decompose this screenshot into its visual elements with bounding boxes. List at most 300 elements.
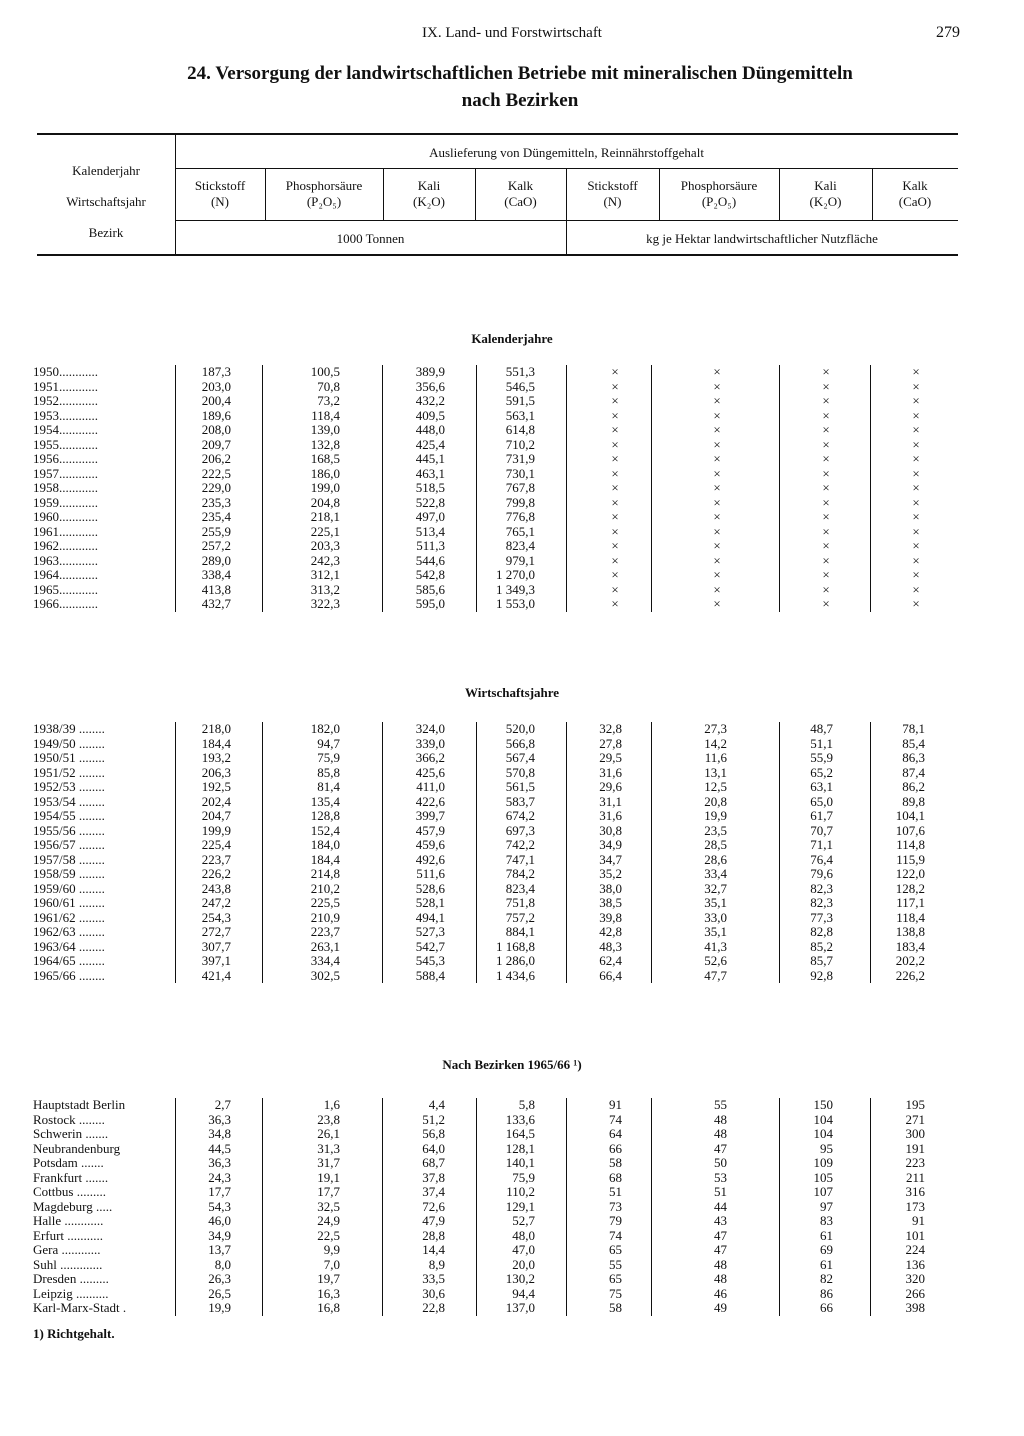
table-cell: 28,8 <box>422 1227 445 1243</box>
table-cell: 320 <box>905 1271 925 1286</box>
table-cell: 206,3 <box>201 764 231 780</box>
row-label: Dresden ......... <box>33 1271 109 1286</box>
table-cell: 551,3 <box>505 364 535 379</box>
table-cell: 16,8 <box>317 1300 340 1315</box>
column-divider <box>566 722 567 983</box>
table-cell: 39,8 <box>599 909 622 925</box>
table-cell: 122,0 <box>895 866 925 881</box>
table-cell: 254,3 <box>201 909 231 925</box>
row-label: Magdeburg ..... <box>33 1198 113 1214</box>
table-cell: 150 <box>813 1097 833 1112</box>
column-divider <box>476 722 477 983</box>
table-cell: 52,6 <box>704 953 727 968</box>
not-applicable-mark: × <box>912 567 920 582</box>
table-cell: 799,8 <box>505 494 535 510</box>
table-cell: 208,0 <box>201 422 231 437</box>
table-cell: 47 <box>714 1227 727 1243</box>
table-cell: 674,2 <box>505 808 535 823</box>
column-header <box>475 178 566 210</box>
table-cell: 366,2 <box>415 750 445 765</box>
table-cell: 48 <box>714 1126 727 1141</box>
table-cell: 55,9 <box>810 750 833 765</box>
table-cell: 191 <box>905 1140 925 1156</box>
not-applicable-mark: × <box>912 465 920 481</box>
column-header-name: Phosphorsäure <box>680 178 758 193</box>
column-header <box>659 178 779 210</box>
table-cell: 73,2 <box>317 393 340 408</box>
table-cell: 243,8 <box>201 880 231 896</box>
table-cell: 544,6 <box>415 552 445 568</box>
not-applicable-mark: × <box>912 538 920 553</box>
table-cell: 72,6 <box>422 1198 445 1214</box>
table-cell: 11,6 <box>704 750 727 765</box>
table-cell: 511,6 <box>416 866 445 881</box>
table-cell: 75 <box>609 1285 622 1301</box>
not-applicable-mark: × <box>912 407 920 423</box>
table-cell: 42,8 <box>599 924 622 939</box>
column-header-formula: (K₂O) <box>413 194 445 209</box>
not-applicable-mark: × <box>611 393 619 408</box>
not-applicable-mark: × <box>822 480 830 495</box>
not-applicable-mark: × <box>713 393 721 408</box>
column-divider <box>175 1098 176 1316</box>
table-cell: 77,3 <box>810 909 833 925</box>
not-applicable-mark: × <box>611 538 619 553</box>
table-cell: 184,4 <box>201 735 231 751</box>
stub-label-wirtschaftsjahr: Wirtschaftsjahr <box>66 194 146 209</box>
not-applicable-mark: × <box>611 465 619 481</box>
table-cell: 52,7 <box>512 1213 535 1228</box>
not-applicable-mark: × <box>713 364 721 379</box>
not-applicable-mark: × <box>912 480 920 495</box>
not-applicable-mark: × <box>611 596 619 611</box>
table-cell: 81,4 <box>317 779 340 794</box>
table-cell: 17,7 <box>208 1184 231 1199</box>
table-cell: 545,3 <box>415 953 445 968</box>
not-applicable-mark: × <box>713 422 721 437</box>
row-label: Schwerin ....... <box>33 1126 109 1141</box>
table-cell: 164,5 <box>505 1126 535 1141</box>
table-cell: 128,2 <box>895 880 925 896</box>
footnote: 1) Richtgehalt. <box>33 1326 115 1341</box>
table-cell: 202,2 <box>895 953 925 968</box>
column-header <box>383 178 475 210</box>
table-cell: 222,5 <box>201 465 231 481</box>
column-divider <box>870 1098 871 1316</box>
table-cell: 399,7 <box>415 808 445 823</box>
column-header-formula: (CaO) <box>504 194 537 209</box>
column-header-name: Kalk <box>902 178 928 193</box>
table-cell: 46,0 <box>208 1213 231 1228</box>
column-header-name: Kali <box>814 178 837 193</box>
table-cell: 24,3 <box>208 1169 231 1185</box>
table-cell: 324,0 <box>415 721 445 736</box>
table-cell: 823,4 <box>505 880 535 896</box>
not-applicable-mark: × <box>713 480 721 495</box>
table-cell: 421,4 <box>201 967 231 983</box>
table-cell: 1 270,0 <box>496 567 535 582</box>
not-applicable-mark: × <box>912 581 920 597</box>
not-applicable-mark: × <box>912 422 920 437</box>
table-cell: 114,8 <box>896 837 925 852</box>
table-cell: 235,3 <box>201 494 231 510</box>
table-cell: 85,8 <box>317 764 340 780</box>
row-label: 1963............ <box>33 552 98 568</box>
column-header <box>566 178 659 210</box>
column-header-name: Stickstoff <box>587 178 638 193</box>
table-cell: 65 <box>609 1271 622 1286</box>
table-cell: 1,6 <box>323 1097 340 1112</box>
table-cell: 730,1 <box>505 465 535 481</box>
row-label: 1959/60 ........ <box>33 880 105 896</box>
table-cell: 184,0 <box>310 837 340 852</box>
table-cell: 75,9 <box>317 750 340 765</box>
table-cell: 85,7 <box>810 953 833 968</box>
row-label: Karl-Marx-Stadt . <box>33 1300 127 1315</box>
table-cell: 522,8 <box>415 494 445 510</box>
table-cell: 24,9 <box>317 1213 340 1228</box>
table-cell: 34,9 <box>208 1227 231 1243</box>
table-cell: 47 <box>714 1242 727 1257</box>
table-cell: 199,9 <box>201 822 231 838</box>
table-cell: 51 <box>609 1184 622 1199</box>
column-divider <box>265 168 266 220</box>
table-cell: 26,5 <box>208 1285 231 1301</box>
table-cell: 55 <box>714 1097 727 1112</box>
table-cell: 139,0 <box>310 422 340 437</box>
table-cell: 23,8 <box>317 1111 340 1127</box>
table-cell: 35,1 <box>704 895 727 910</box>
table-cell: 110,2 <box>506 1184 535 1199</box>
row-label: 1957/58 ........ <box>33 851 105 867</box>
table-cell: 26,3 <box>208 1271 231 1286</box>
table-cell: 192,5 <box>201 779 231 794</box>
row-label: 1951............ <box>33 378 98 394</box>
table-cell: 747,1 <box>505 851 535 867</box>
table-cell: 566,8 <box>505 735 535 751</box>
table-cell: 784,2 <box>505 866 535 881</box>
table-cell: 257,2 <box>201 538 231 553</box>
row-label: 1965/66 ........ <box>33 967 105 983</box>
not-applicable-mark: × <box>912 494 920 510</box>
column-divider <box>779 365 780 612</box>
table-cell: 75,9 <box>512 1169 535 1185</box>
table-cell: 135,4 <box>310 793 340 809</box>
table-cell: 226,2 <box>895 967 925 983</box>
table-cell: 29,5 <box>599 750 622 765</box>
not-applicable-mark: × <box>611 480 619 495</box>
table-cell: 58 <box>609 1155 622 1170</box>
table-cell: 173 <box>905 1198 925 1214</box>
not-applicable-mark: × <box>611 407 619 423</box>
table-cell: 104 <box>813 1126 833 1141</box>
table-cell: 776,8 <box>505 509 535 524</box>
table-cell: 34,7 <box>599 851 622 867</box>
table-cell: 94,7 <box>317 735 340 751</box>
not-applicable-mark: × <box>822 538 830 553</box>
row-label: Erfurt ........... <box>33 1227 104 1243</box>
row-label: 1951/52 ........ <box>33 764 105 780</box>
not-applicable-mark: × <box>713 552 721 568</box>
table-cell: 316 <box>905 1184 925 1199</box>
table-cell: 53 <box>714 1169 727 1185</box>
table-cell: 19,1 <box>317 1169 340 1185</box>
table-cell: 27,3 <box>704 721 727 736</box>
row-label: Leipzig .......... <box>33 1285 109 1301</box>
row-label: Frankfurt ....... <box>33 1169 109 1185</box>
row-label: Neubrandenburg <box>33 1140 121 1156</box>
table-cell: 184,4 <box>310 851 340 867</box>
table-cell: 389,9 <box>415 364 445 379</box>
table-cell: 118,4 <box>311 407 340 423</box>
column-header-name: Kali <box>417 178 441 193</box>
column-divider <box>476 1098 477 1316</box>
table-cell: 128,1 <box>505 1140 535 1156</box>
table-cell: 193,2 <box>201 750 231 765</box>
table-cell: 64,0 <box>422 1140 445 1156</box>
table-cell: 186,0 <box>310 465 340 481</box>
column-divider <box>659 168 660 220</box>
table-cell: 13,1 <box>704 764 727 780</box>
table-cell: 765,1 <box>505 523 535 539</box>
table-cell: 70,7 <box>810 822 833 838</box>
not-applicable-mark: × <box>912 436 920 452</box>
not-applicable-mark: × <box>912 509 920 524</box>
column-divider <box>175 722 176 983</box>
table-cell: 588,4 <box>415 967 445 983</box>
table-cell: 585,6 <box>415 581 445 597</box>
row-label: 1953............ <box>33 407 98 423</box>
table-cell: 33,4 <box>704 866 727 881</box>
row-label: 1961............ <box>33 523 98 539</box>
not-applicable-mark: × <box>611 364 619 379</box>
table-cell: 518,5 <box>415 480 445 495</box>
column-divider <box>262 365 263 612</box>
table-cell: 322,3 <box>310 596 340 611</box>
table-cell: 432,7 <box>201 596 231 611</box>
not-applicable-mark: × <box>713 451 721 466</box>
not-applicable-mark: × <box>822 407 830 423</box>
column-divider <box>651 365 652 612</box>
table-cell: 19,9 <box>208 1300 231 1315</box>
row-label: Suhl ............. <box>33 1256 103 1272</box>
row-label: 1953/54 ........ <box>33 793 105 809</box>
table-cell: 30,8 <box>599 822 622 838</box>
row-label: 1964/65 ........ <box>33 953 105 968</box>
table-cell: 100,5 <box>310 364 340 379</box>
table-cell: 210,9 <box>310 909 340 925</box>
table-cell: 109 <box>813 1155 833 1170</box>
not-applicable-mark: × <box>611 567 619 582</box>
table-cell: 183,4 <box>895 938 925 954</box>
table-cell: 204,7 <box>201 808 231 823</box>
row-label: 1952............ <box>33 393 98 408</box>
table-cell: 527,3 <box>415 924 445 939</box>
row-label: Rostock ........ <box>33 1111 105 1127</box>
table-cell: 202,4 <box>201 793 231 809</box>
table-cell: 5,8 <box>518 1097 535 1112</box>
table-cell: 66 <box>609 1140 622 1156</box>
table-cell: 979,1 <box>505 552 535 568</box>
table-title-line2: nach Bezirken <box>461 90 579 111</box>
table-cell: 528,6 <box>415 880 445 896</box>
table-cell: 422,6 <box>415 793 445 809</box>
table-cell: 823,4 <box>505 538 535 553</box>
table-cell: 300 <box>905 1126 925 1141</box>
not-applicable-mark: × <box>822 567 830 582</box>
table-cell: 47,0 <box>512 1242 535 1257</box>
table-cell: 101 <box>905 1227 925 1243</box>
row-label: 1960............ <box>33 509 98 524</box>
table-cell: 73 <box>609 1198 622 1214</box>
table-cell: 97 <box>820 1198 833 1214</box>
not-applicable-mark: × <box>713 567 721 582</box>
table-cell: 78,1 <box>902 721 925 736</box>
table-cell: 203,3 <box>310 538 340 553</box>
table-cell: 247,2 <box>201 895 231 910</box>
table-cell: 445,1 <box>415 451 445 466</box>
table-cell: 409,5 <box>415 407 445 423</box>
not-applicable-mark: × <box>912 364 920 379</box>
table-cell: 561,5 <box>505 779 535 794</box>
table-cell: 129,1 <box>505 1198 535 1214</box>
row-label: 1958/59 ........ <box>33 866 105 881</box>
table-cell: 79 <box>609 1213 622 1228</box>
table-cell: 20,0 <box>512 1256 535 1272</box>
table-cell: 9,9 <box>323 1242 340 1257</box>
table-cell: 1 553,0 <box>496 596 535 611</box>
column-header <box>175 178 265 210</box>
column-divider <box>262 1098 263 1316</box>
table-cell: 35,2 <box>599 866 622 881</box>
table-cell: 199,0 <box>310 480 340 495</box>
table-cell: 85,2 <box>810 938 833 954</box>
table-cell: 413,8 <box>201 581 231 597</box>
table-cell: 65 <box>609 1242 622 1257</box>
table-title-line1: 24. Versorgung der landwirtschaftlichen Betriebe mit mineralischen Düngemitteln <box>187 63 853 84</box>
table-cell: 767,8 <box>505 480 535 495</box>
column-header-name: Stickstoff <box>194 178 246 193</box>
table-cell: 7,0 <box>323 1256 340 1272</box>
table-cell: 79,6 <box>810 866 833 881</box>
table-cell: 494,1 <box>415 909 445 925</box>
not-applicable-mark: × <box>822 509 830 524</box>
not-applicable-mark: × <box>713 509 721 524</box>
column-divider <box>870 365 871 612</box>
table-cell: 74 <box>609 1111 622 1127</box>
table-cell: 86,2 <box>902 779 925 794</box>
table-cell: 86,3 <box>902 750 925 765</box>
not-applicable-mark: × <box>822 523 830 539</box>
table-cell: 132,8 <box>310 436 340 452</box>
table-cell: 32,8 <box>599 721 622 736</box>
table-cell: 128,8 <box>310 808 340 823</box>
table-cell: 235,4 <box>201 509 231 524</box>
row-label: 1956/57 ........ <box>33 837 105 852</box>
table-cell: 210,2 <box>310 880 340 896</box>
table-cell: 69 <box>820 1242 833 1257</box>
row-label: 1964............ <box>33 567 98 582</box>
column-divider <box>779 168 780 220</box>
column-divider <box>870 722 871 983</box>
table-cell: 47,9 <box>422 1213 445 1228</box>
table-cell: 117,1 <box>896 895 925 910</box>
table-cell: 115,9 <box>896 851 925 867</box>
table-cell: 20,8 <box>704 793 727 809</box>
section-title: Kalenderjahre <box>471 331 553 346</box>
table-cell: 4,4 <box>428 1097 445 1112</box>
table-cell: 95 <box>820 1140 833 1156</box>
not-applicable-mark: × <box>822 364 830 379</box>
row-label: 1950/51 ........ <box>33 750 105 765</box>
row-label: 1962/63 ........ <box>33 924 105 939</box>
table-cell: 397,1 <box>201 953 231 968</box>
table-cell: 203,0 <box>201 378 231 394</box>
table-cell: 411,0 <box>416 779 445 794</box>
table-cell: 65,2 <box>810 764 833 780</box>
table-cell: 14,4 <box>422 1242 445 1257</box>
row-label: Hauptstadt Berlin <box>33 1097 126 1112</box>
table-cell: 37,4 <box>422 1184 445 1199</box>
table-cell: 182,0 <box>310 721 340 736</box>
table-cell: 38,0 <box>599 880 622 896</box>
chapter-header: IX. Land- und Forstwirtschaft <box>422 25 602 41</box>
table-cell: 41,3 <box>704 938 727 954</box>
column-divider <box>475 168 476 220</box>
table-cell: 66 <box>820 1300 833 1315</box>
not-applicable-mark: × <box>912 552 920 568</box>
table-cell: 226,2 <box>201 866 231 881</box>
table-cell: 432,2 <box>415 393 445 408</box>
row-label: 1962............ <box>33 538 98 553</box>
row-label: 1952/53 ........ <box>33 779 105 794</box>
column-divider <box>382 722 383 983</box>
table-cell: 105 <box>813 1169 833 1185</box>
table-cell: 229,0 <box>201 480 231 495</box>
table-cell: 255,9 <box>201 523 231 539</box>
table-cell: 1 434,6 <box>496 967 535 983</box>
table-cell: 32,7 <box>704 880 727 896</box>
table-cell: 48 <box>714 1111 727 1127</box>
not-applicable-mark: × <box>611 509 619 524</box>
not-applicable-mark: × <box>713 407 721 423</box>
column-divider <box>262 722 263 983</box>
table-cell: 214,8 <box>310 866 340 881</box>
group-header: Auslieferung von Düngemitteln, Reinnährstoffgehalt <box>429 145 704 160</box>
table-cell: 17,7 <box>317 1184 340 1199</box>
not-applicable-mark: × <box>822 393 830 408</box>
column-header <box>872 178 958 210</box>
row-label: 1961/62 ........ <box>33 909 105 925</box>
table-cell: 62,4 <box>599 953 622 968</box>
table-cell: 48,7 <box>810 721 833 736</box>
not-applicable-mark: × <box>822 378 830 394</box>
row-label: 1950............ <box>33 364 98 379</box>
table-cell: 118,4 <box>896 909 925 925</box>
table-cell: 91 <box>609 1097 622 1112</box>
not-applicable-mark: × <box>822 451 830 466</box>
not-applicable-mark: × <box>611 523 619 539</box>
table-cell: 66,4 <box>599 967 622 983</box>
not-applicable-mark: × <box>713 465 721 481</box>
stub-label-bezirk: Bezirk <box>88 225 124 240</box>
table-cell: 34,9 <box>599 837 622 852</box>
table-cell: 83 <box>820 1213 833 1228</box>
table-cell: 398 <box>905 1300 925 1315</box>
not-applicable-mark: × <box>713 581 721 597</box>
table-cell: 36,3 <box>208 1155 231 1170</box>
not-applicable-mark: × <box>822 465 830 481</box>
